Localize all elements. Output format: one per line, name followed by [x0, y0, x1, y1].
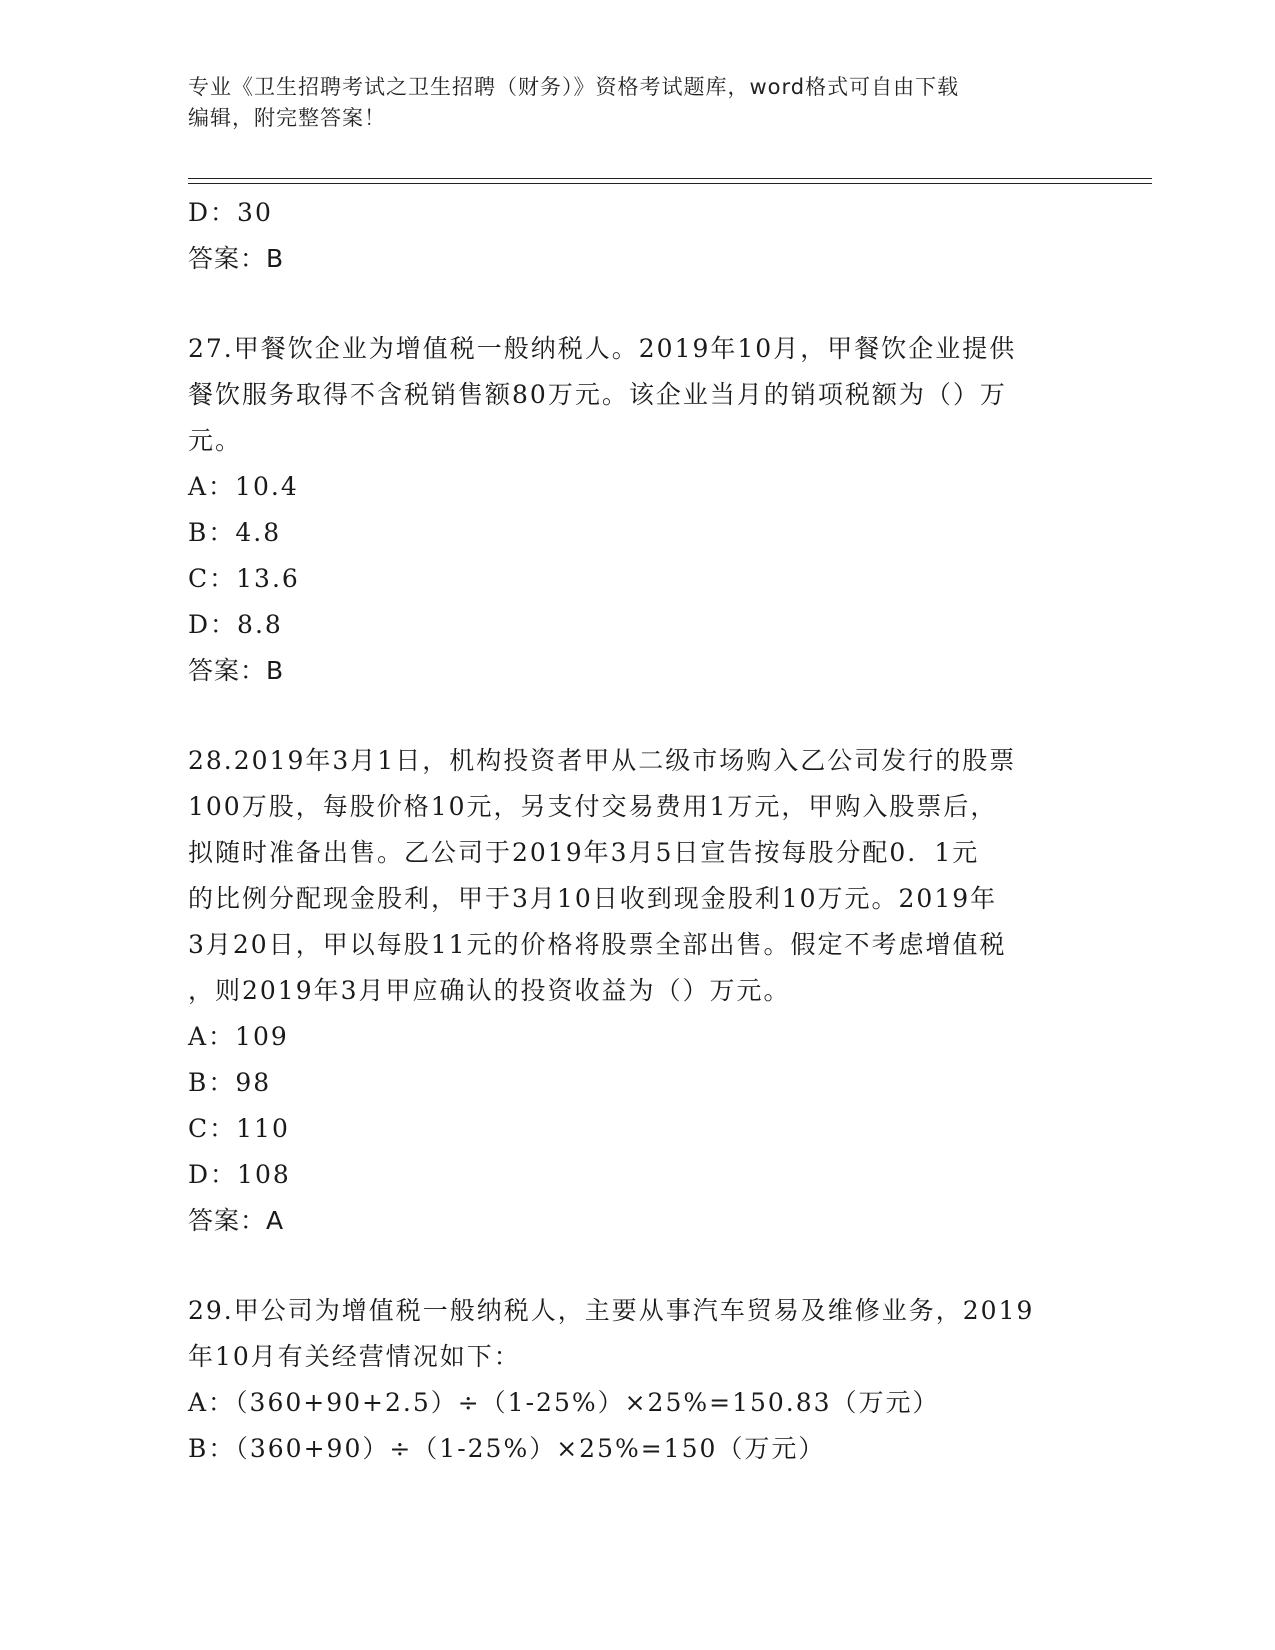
answer: 答案：B — [188, 656, 285, 685]
question-text-line: 年10月有关经营情况如下： — [188, 1342, 521, 1371]
question-28 — [188, 738, 1088, 1244]
answer: 答案：A — [188, 1206, 285, 1235]
header-rule-top — [188, 178, 1152, 179]
question-text-line: 29.甲公司为增值税一般纳税人，主要从事汽车贸易及维修业务，2019 — [188, 1296, 1035, 1325]
document-body — [188, 190, 1088, 1472]
option-d: D：108 — [188, 1160, 291, 1189]
question-27 — [188, 326, 1088, 694]
page-header — [188, 72, 1088, 134]
option-b: B：（360+90）÷（1-25%）×25%=150（万元） — [188, 1434, 826, 1463]
option-a: A：109 — [188, 1022, 289, 1051]
question-text-line: 的比例分配现金股利，甲于3月10日收到现金股利10万元。2019年 — [188, 884, 998, 913]
question-text-line: 餐饮服务取得不含税销售额80万元。该企业当月的销项税额为（）万 — [188, 380, 1007, 409]
question-text-line: 拟随时准备出售。乙公司于2019年3月5日宣告按每股分配0．1元 — [188, 838, 980, 867]
option-b: B：98 — [188, 1068, 272, 1097]
question-text-line: 27.甲餐饮企业为增值税一般纳税人。2019年10月，甲餐饮企业提供 — [188, 334, 1017, 363]
question-text-line: 元。 — [188, 426, 243, 455]
option-a: A：（360+90+2.5）÷（1-25%）×25%=150.83（万元） — [188, 1388, 940, 1417]
question-29 — [188, 1288, 1088, 1472]
option-a: A：10.4 — [188, 472, 299, 501]
option-c: C：13.6 — [188, 564, 300, 593]
answer: 答案：B — [188, 244, 285, 273]
option-b: B：4.8 — [188, 518, 282, 547]
header-line-2: 编辑，附完整答案！ — [188, 106, 386, 130]
question-text-line: 100万股，每股价格10元，另支付交易费用1万元，甲购入股票后， — [188, 792, 998, 821]
option-d: D：8.8 — [188, 610, 283, 639]
question-text-line: ，则2019年3月甲应确认的投资收益为（）万元。 — [188, 976, 791, 1005]
option-c: C：110 — [188, 1114, 290, 1143]
question-text-line: 3月20日，甲以每股11元的价格将股票全部出售。假定不考虑增值税 — [188, 930, 1007, 959]
previous-question-tail — [188, 190, 1088, 282]
header-line-1: 专业《卫生招聘考试之卫生招聘（财务）》资格考试题库，word格式可自由下载 — [188, 75, 960, 99]
header-rule-bottom — [188, 183, 1152, 184]
question-text-line: 28.2019年3月1日，机构投资者甲从二级市场购入乙公司发行的股票 — [188, 746, 1017, 775]
option-d: D：30 — [188, 198, 273, 227]
